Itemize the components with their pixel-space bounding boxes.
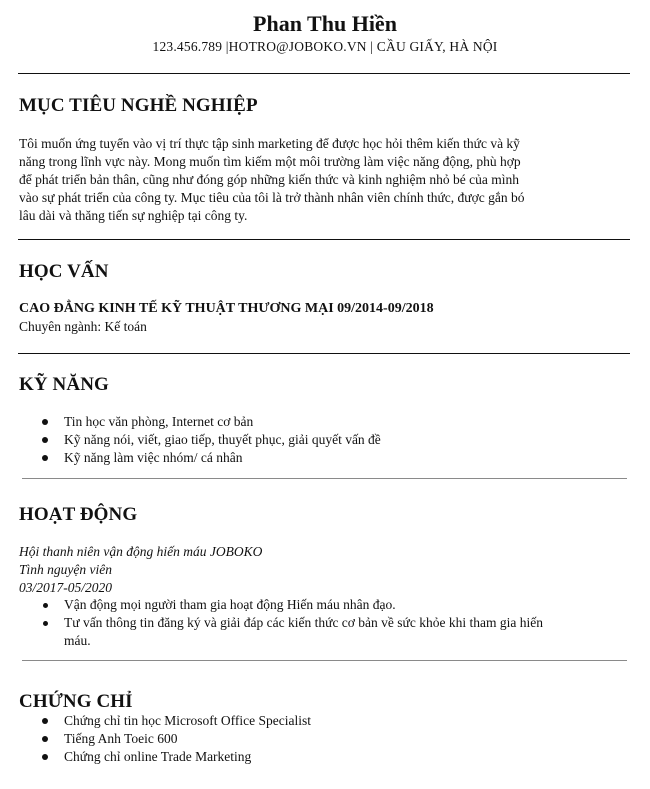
bullet-icon (43, 621, 48, 626)
skills-list (40, 413, 630, 467)
list-item (40, 431, 630, 449)
bullet-icon (43, 603, 48, 608)
divider (18, 239, 630, 240)
activities-list (40, 596, 630, 650)
list-item-continuation (40, 632, 630, 650)
objective-line: vào sự phát triển của công ty. Mục tiêu của tôi là trở thành nhân viên chính thức, được gắn bó (19, 190, 525, 205)
activity-organization: Hội thanh niên vận động hiến máu JOBOKO (19, 544, 263, 559)
list-item (40, 413, 630, 431)
objective-line: để phát triển bản thân, cũng như đóng góp những kiến thức và kinh nghiệm nhỏ bé của mình (19, 172, 519, 187)
skill-text: Kỹ năng nói, viết, giao tiếp, thuyết phục, giải quyết vấn đề (64, 432, 381, 447)
certificate-text: Chứng chỉ online Trade Marketing (64, 749, 252, 764)
objective-line: Tôi muốn ứng tuyển vào vị trí thực tập sinh marketing để được học hỏi thêm kiến thức và kỹ (19, 136, 520, 151)
divider (18, 73, 630, 74)
education-major: Chuyên ngành: Kế toán (19, 319, 147, 334)
section-title-skills: KỸ NĂNG (19, 374, 109, 395)
section-title-education: HỌC VẤN (19, 261, 109, 282)
activity-text: Vận động mọi người tham gia hoạt động Hiến máu nhân đạo. (64, 597, 396, 612)
bullet-icon (42, 754, 48, 760)
bullet-icon (42, 455, 48, 461)
list-item (40, 596, 630, 614)
list-item (40, 748, 630, 766)
objective-line: lâu dài và thăng tiến sự nghiệp tại công ty. (19, 208, 248, 223)
list-item (40, 614, 630, 632)
activity-role: Tình nguyện viên (19, 562, 112, 577)
candidate-name: Phan Thu Hiền (253, 11, 397, 36)
education-school: CAO ĐẲNG KINH TẾ KỸ THUẬT THƯƠNG MẠI 09/2014-09/2018 (19, 301, 434, 316)
skill-text: Kỹ năng làm việc nhóm/ cá nhân (64, 450, 243, 465)
divider (22, 660, 627, 661)
objective-line: năng trong lĩnh vực này. Mong muốn tìm kiếm một môi trường làm việc năng động, phù hợp (19, 154, 521, 169)
certificate-text: Tiếng Anh Toeic 600 (64, 731, 178, 746)
bullet-icon (42, 736, 48, 742)
activity-period: 03/2017-05/2020 (19, 580, 112, 595)
activity-text: máu. (64, 633, 91, 648)
certificates-list (40, 712, 630, 766)
list-item (40, 712, 630, 730)
section-title-activities: HOẠT ĐỘNG (19, 504, 138, 525)
section-title-certificates: CHỨNG CHỈ (19, 691, 133, 712)
activity-text: Tư vấn thông tin đăng ký và giải đáp các kiến thức cơ bản về sức khỏe khi tham gia hiến (64, 615, 543, 630)
list-item (40, 730, 630, 748)
divider (18, 353, 630, 354)
certificate-text: Chứng chỉ tin học Microsoft Office Specialist (64, 713, 312, 728)
objective-text (19, 135, 631, 225)
bullet-icon (42, 718, 48, 724)
bullet-icon (42, 437, 48, 443)
skill-text: Tin học văn phòng, Internet cơ bản (64, 414, 254, 429)
contact-info: 123.456.789 |HOTRO@JOBOKO.VN | CẦU GIẤY, HÀ NỘI (152, 39, 498, 54)
divider (22, 478, 627, 479)
section-title-objective: MỤC TIÊU NGHỀ NGHIỆP (19, 95, 258, 116)
list-item (40, 449, 630, 467)
bullet-icon (42, 419, 48, 425)
